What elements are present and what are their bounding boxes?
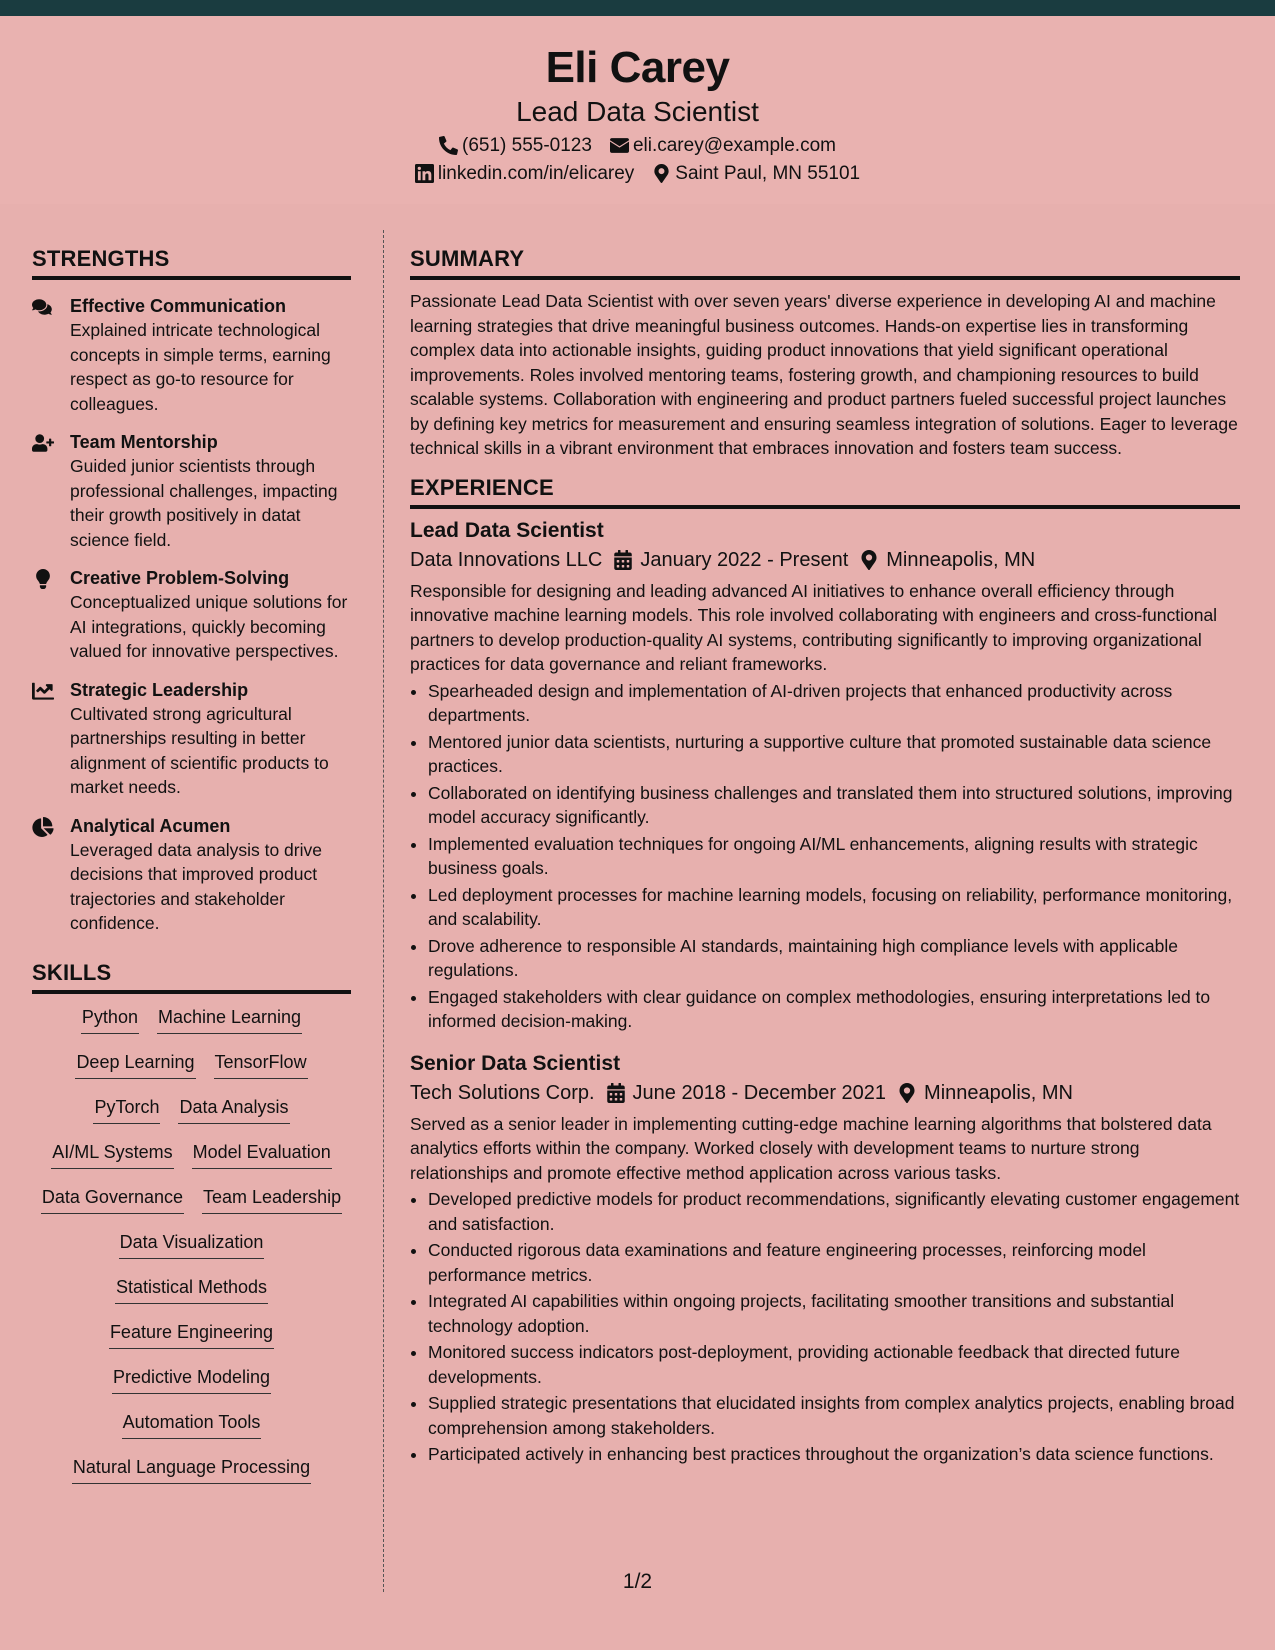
linkedin-text: linkedin.com/in/elicarey — [437, 162, 635, 184]
job-meta — [410, 1078, 1240, 1108]
resume-header — [0, 16, 1275, 204]
bullet-item: • Supplied strategic presentations that elucidated insights from complex analytics projects, enabling broad comprehension among stakeholders. — [428, 1391, 1240, 1440]
strength-item — [32, 814, 351, 936]
skill-tag: PyTorch — [93, 1094, 160, 1124]
job-entry — [410, 517, 1240, 1034]
strength-item — [32, 678, 351, 800]
user-plus-icon — [32, 433, 54, 453]
bullet-item: • Integrated AI capabilities within ongoing projects, facilitating smoother transitions and substantial technology adoption. — [428, 1289, 1240, 1338]
skill-tag: Natural Language Processing — [72, 1454, 311, 1484]
skills-list — [32, 1004, 351, 1499]
strength-desc: Leveraged data analysis to drive decisions that improved product trajectories and stakeholder confidence. — [70, 839, 322, 933]
comments-icon — [32, 297, 54, 317]
location-text: Saint Paul, MN 55101 — [675, 162, 861, 184]
job-title: Senior Data Scientist — [410, 1051, 621, 1075]
skill-tag: Python — [81, 1004, 139, 1034]
bullet-item: • Led deployment processes for machine learning models, focusing on reliability, performance monitoring, and scalability. — [428, 883, 1240, 932]
strength-title: Effective Communication — [70, 296, 287, 316]
skill-tag: Data Visualization — [119, 1229, 265, 1259]
skill-tag: AI/ML Systems — [51, 1139, 173, 1169]
strengths-heading: STRENGTHS — [32, 246, 351, 280]
line-chart-icon — [32, 681, 54, 701]
phone-text: (651) 555-0123 — [462, 134, 592, 156]
job-description: Served as a senior leader in implementing cutting-edge machine learning algorithms that bolstered data analytics efforts within the company. Worked closely with development teams to nurture strong relationships and promote effective method application across various tasks. — [410, 1113, 1212, 1183]
company-name: Data Innovations LLC — [410, 548, 603, 571]
strength-desc: Guided junior scientists through professional challenges, impacting their growth positively in datat science field. — [70, 456, 338, 550]
skill-tag: Data Governance — [41, 1184, 184, 1214]
email-text: eli.carey@example.com — [632, 134, 836, 156]
column-divider — [383, 230, 384, 1592]
linkedin-icon — [415, 164, 434, 183]
skill-tag: Data Analysis — [178, 1094, 289, 1124]
map-pin-icon — [652, 164, 671, 183]
right-column — [410, 246, 1240, 1469]
experience-section — [410, 475, 1240, 1467]
skill-tag: TensorFlow — [214, 1049, 308, 1079]
job-bullets — [410, 679, 1240, 1034]
strength-desc: Cultivated strong agricultural partnerships resulting in better alignment of scientific products to market needs. — [70, 703, 329, 797]
bullet-item: • Conducted rigorous data examinations and feature engineering processes, reinforcing model performance metrics. — [428, 1238, 1240, 1287]
contact-row-1 — [0, 135, 1275, 157]
strength-item — [32, 294, 351, 416]
summary-heading: SUMMARY — [410, 246, 1240, 280]
bullet-item: • Spearheaded design and implementation of AI-driven projects that enhanced productivity across departments. — [428, 679, 1240, 728]
company-name: Tech Solutions Corp. — [410, 1081, 595, 1104]
pie-chart-icon — [32, 817, 54, 837]
email-contact[interactable] — [610, 135, 836, 157]
experience-heading: EXPERIENCE — [410, 475, 1240, 509]
job-title: Lead Data Scientist — [410, 518, 604, 542]
skill-tag: Team Leadership — [202, 1184, 342, 1214]
job-location: Minneapolis, MN — [924, 1081, 1073, 1104]
lightbulb-icon — [32, 569, 54, 589]
skill-tag: Predictive Modeling — [112, 1364, 271, 1394]
strength-title: Team Mentorship — [70, 432, 218, 452]
skill-tag: Machine Learning — [157, 1004, 302, 1034]
bullet-item: • Developed predictive models for product recommendations, significantly elevating customer engagement and satisfaction. — [428, 1187, 1240, 1236]
skills-section — [32, 960, 351, 1499]
left-column — [32, 246, 351, 1499]
skills-heading: SKILLS — [32, 960, 351, 994]
map-pin-icon — [860, 550, 878, 570]
strength-desc: Explained intricate technological concepts in simple terms, earning respect as go-to resource for colleagues. — [70, 320, 331, 414]
bullet-item: • Engaged stakeholders with clear guidance on complex methodologies, ensuring interpretations led to informed decision-making. — [428, 985, 1240, 1034]
bullet-item: • Collaborated on identifying business challenges and translated them into structured solutions, improving model accuracy significantly. — [428, 781, 1240, 830]
skill-tag: Statistical Methods — [115, 1274, 268, 1304]
strength-title: Creative Problem-Solving — [70, 568, 290, 588]
job-entry — [410, 1050, 1240, 1467]
bullet-item: • Drove adherence to responsible AI standards, maintaining high compliance levels with applicable regulations. — [428, 934, 1240, 983]
skill-tag: Feature Engineering — [109, 1319, 274, 1349]
candidate-title: Lead Data Scientist — [516, 96, 759, 128]
linkedin-contact[interactable] — [415, 163, 634, 185]
skill-tag: Automation Tools — [122, 1409, 262, 1439]
job-bullets — [410, 1187, 1240, 1467]
strength-item — [32, 430, 351, 552]
strength-title: Strategic Leadership — [70, 679, 249, 700]
job-description: Responsible for designing and leading advanced AI initiatives to enhance overall efficiency through innovative machine learning models. This role involved collaborating with engineers and cross-functional partners to develop production-quality AI systems, contributing significantly to improving organizational practices for data governance and reliant frameworks. — [410, 580, 1218, 674]
strength-item — [32, 566, 351, 664]
calendar-icon — [614, 550, 632, 570]
job-dates: June 2018 - December 2021 — [632, 1081, 887, 1104]
location-contact — [652, 163, 860, 185]
bullet-item: • Mentored junior data scientists, nurturing a supportive culture that promoted sustainable data science practices. — [428, 730, 1240, 779]
top-accent-bar — [0, 0, 1275, 16]
phone-icon — [439, 136, 458, 155]
candidate-name: Eli Carey — [545, 43, 730, 92]
bullet-item: • Monitored success indicators post-deployment, providing actionable feedback that directed future developments. — [428, 1340, 1240, 1389]
job-meta — [410, 545, 1240, 575]
job-dates: January 2022 - Present — [640, 548, 849, 571]
strength-desc: Conceptualized unique solutions for AI integrations, quickly becoming valued for innovative perspectives. — [70, 592, 348, 661]
calendar-icon — [607, 1083, 625, 1103]
bullet-item: • Implemented evaluation techniques for ongoing AI/ML enhancements, aligning results with strategic business goals. — [428, 832, 1240, 881]
job-location: Minneapolis, MN — [886, 548, 1036, 571]
phone-contact[interactable] — [439, 135, 592, 157]
summary-text: Passionate Lead Data Scientist with over seven years' diverse experience in developing AI and machine learning strategies that drive meaningful business outcomes. Hands-on expertise lies in transforming complex data into actionable insights, guiding product innovations that yield significant operational improvements. Roles involved mentoring teams, fostering growth, and championing resources to build scalable systems. Collaboration with engineering and product partners fueled successful project launches by defining key metrics for measurement and ensuring seamless integration of solutions. Eager to leverage technical skills in a vibrant environment that embraces innovation and fosters team success. — [410, 291, 1238, 458]
map-pin-icon — [898, 1083, 916, 1103]
bullet-item: • Participated actively in enhancing best practices throughout the organization’s data science functions. — [428, 1442, 1240, 1467]
strength-title: Analytical Acumen — [70, 815, 231, 836]
skill-tag: Model Evaluation — [192, 1139, 332, 1169]
page-number: 1/2 — [622, 1570, 653, 1593]
envelope-icon — [610, 136, 629, 155]
skill-tag: Deep Learning — [75, 1049, 195, 1079]
contact-row-2 — [0, 163, 1275, 185]
